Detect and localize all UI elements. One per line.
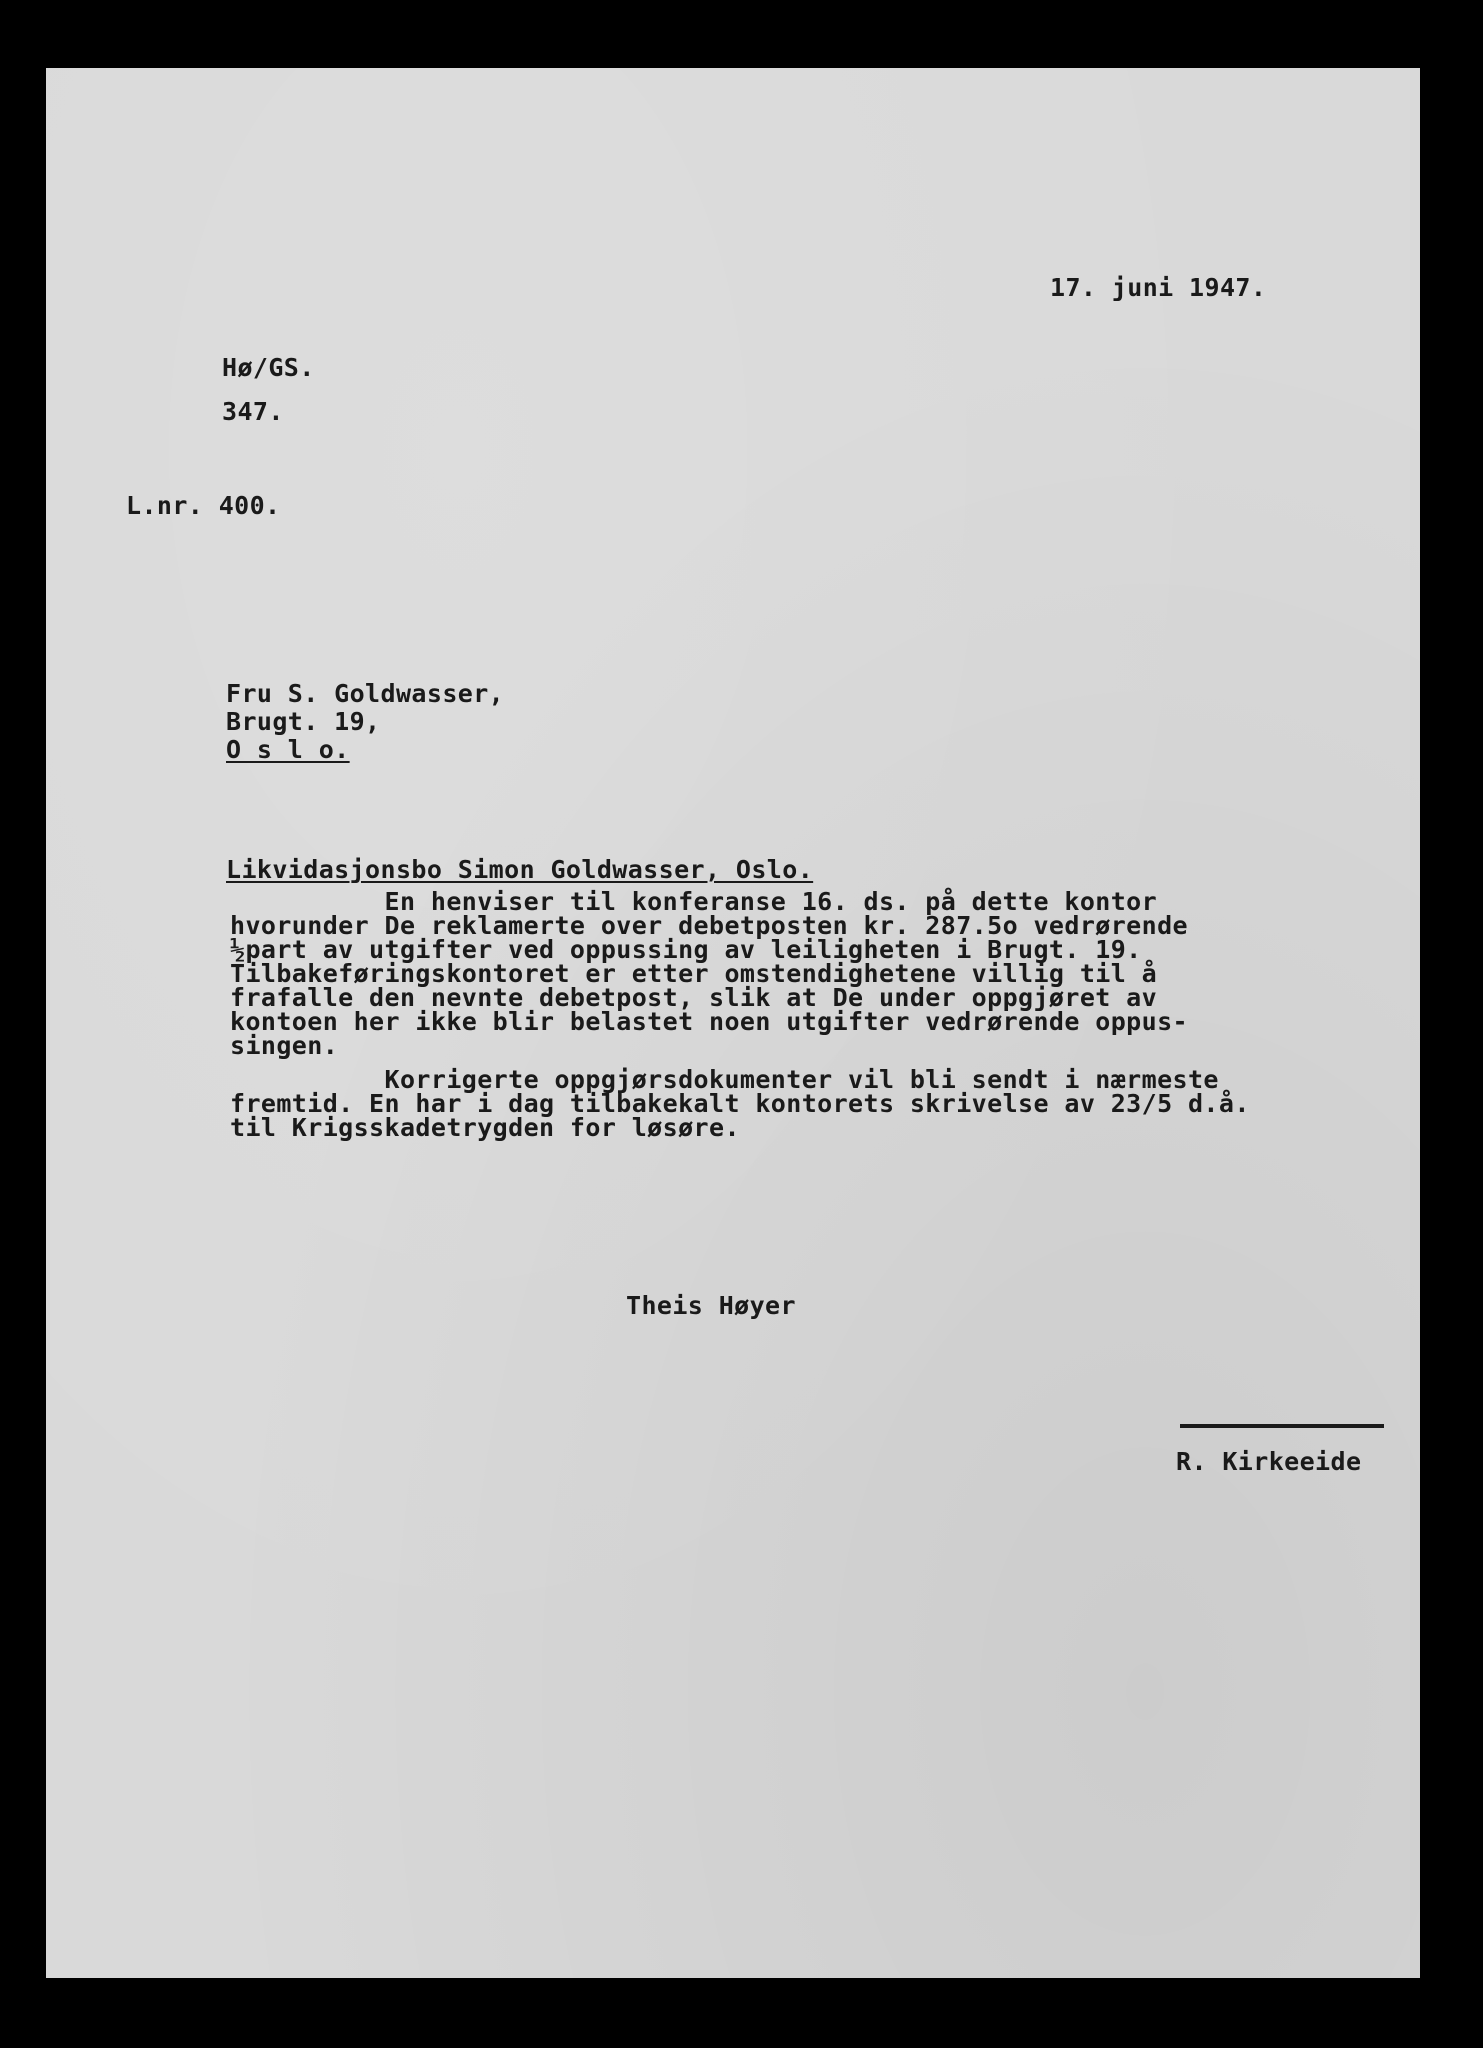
body-line: frafalle den nevnte debetpost, slik at De under oppgjøret av	[230, 983, 1158, 1012]
body-line: ½part av utgifter ved oppussing av leiligheten i Brugt. 19.	[230, 935, 1142, 964]
recipient-street: Brugt. 19,	[226, 707, 381, 736]
body-line: fremtid. En har i dag tilbakekalt kontorets skrivelse av 23/5 d.å.	[230, 1089, 1250, 1118]
body-line: kontoen her ikke blir belastet noen utgifter vedrørende oppus-	[230, 1007, 1188, 1036]
recipient-name: Fru S. Goldwasser,	[226, 679, 505, 708]
reference-number: 347.	[222, 397, 284, 426]
signature-line	[1180, 1424, 1384, 1428]
letter-date: 17. juni 1947.	[1050, 273, 1267, 302]
body-line: singen.	[230, 1031, 339, 1060]
body-line: Tilbakeføringskontoret er etter omstendighetene villig til å	[230, 959, 1158, 988]
reference-initials: Hø/GS.	[222, 353, 315, 382]
secondary-signer-name: R. Kirkeeide	[1176, 1447, 1362, 1476]
body-line: En henviser til konferanse 16. ds. på dette kontor	[230, 887, 1158, 916]
letter-number: L.nr. 400.	[126, 491, 281, 520]
body-line: hvorunder De reklamerte over debetposten kr. 287.5o vedrørende	[230, 911, 1188, 940]
letter-page	[46, 68, 1420, 1978]
recipient-city: O s l o.	[226, 735, 350, 764]
letter-subject: Likvidasjonsbo Simon Goldwasser, Oslo.	[226, 855, 814, 884]
body-line: til Krigsskadetrygden for løsøre.	[230, 1113, 740, 1142]
signer-name: Theis Høyer	[626, 1291, 796, 1320]
body-line: Korrigerte oppgjørsdokumenter vil bli sendt i nærmeste	[230, 1065, 1219, 1094]
